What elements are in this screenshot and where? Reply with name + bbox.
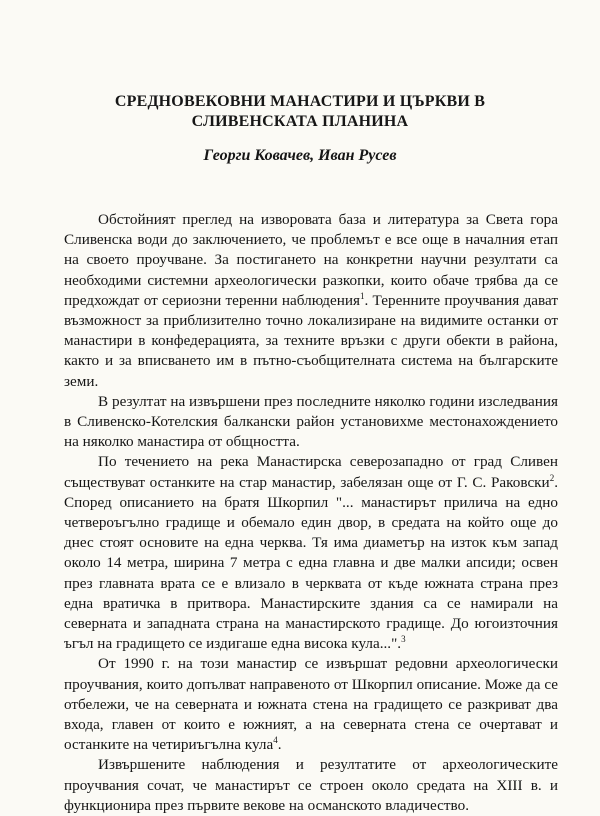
- article-authors: Георги Ковачев, Иван Русев: [203, 147, 397, 164]
- footnote-marker: 4: [273, 735, 278, 746]
- paragraph-5: [64, 755, 558, 816]
- paragraph-3: [64, 452, 558, 654]
- paragraph-text: По течението на река Манастирска северозападно от град Сливен съществуват останките на стар манастир, забелязан още от Г. С. Раковски: [64, 453, 558, 491]
- paragraph-text: В резултат на извършени през последните няколко години изследвания в Сливенско-Котелския балкански район установихме местонахождението на няколко манастира от общността.: [64, 392, 558, 451]
- paragraph-text-tail: .: [277, 736, 282, 754]
- paragraph-text: Обстойният преглед на изворовата база и литература за Света гора Сливенска води до заключението, че проблемът е все още в началния етап на своето проучване. За постигането на конкретни научни резултати са необходими системни археологически разкопки, които обаче трябва да се предхождат от сериозни теренни наблюдения: [64, 211, 558, 309]
- article-body: [64, 210, 558, 816]
- paragraph-2: [64, 392, 558, 453]
- footnote-marker: 3: [401, 634, 406, 645]
- paragraph-text-tail: . Според описанието на братя Шкорпил "... манастирът прилича на едно четвероъгълно градище и обемало един двор, в средата на който още до днес стоят основите на една черква. Тя има диаметър на изток към запад около 14 метра, ширина 7 метра с една главна и две малки апсиди; освен през главната врата се е влизало в черквата от къде южната страна през една вратичка в притвора. Манастирските здания са се намирали на северната и западната страна на манастирското градище. До югоизточния ъгъл на градището се издигаше една висока кула...".: [64, 473, 558, 653]
- paragraph-text-tail: . Теренните проучвания дават възможност за приблизително точно локализиране на видимите останки от манастири в конфедерацията, за техните връзки с други обекти в района, както и за вписването им в пътно-съобщителната система на българските земи.: [64, 291, 558, 390]
- article-title: [60, 92, 540, 132]
- title-line-1: СРЕДНОВЕКОВНИ МАНАСТИРИ И ЦЪРКВИ В: [114, 93, 486, 110]
- paragraph-1: [64, 210, 558, 392]
- footnote-marker: 1: [359, 290, 365, 301]
- title-line-2: СЛИВЕНСКАТА ПЛАНИНА: [191, 113, 409, 130]
- paragraph-text: Извършените наблюдения и резултатите от археологическите проучвания сочат, че манастирът се строен около средата на XIII в. и функционира през първите векове на османското владичество.: [64, 756, 558, 814]
- footnote-marker: 2: [549, 472, 555, 483]
- paragraph-4: [64, 654, 558, 755]
- paragraph-text: От 1990 г. на този манастир се извършат редовни археологически проучвания, които допълват направеното от Шкорпил описание. Може да се отбележи, че на северната и южната стена на градището се разкриват два входа, главен от които е южният, а на северната стена се очертават и останките на четириъгълна кула: [64, 655, 558, 754]
